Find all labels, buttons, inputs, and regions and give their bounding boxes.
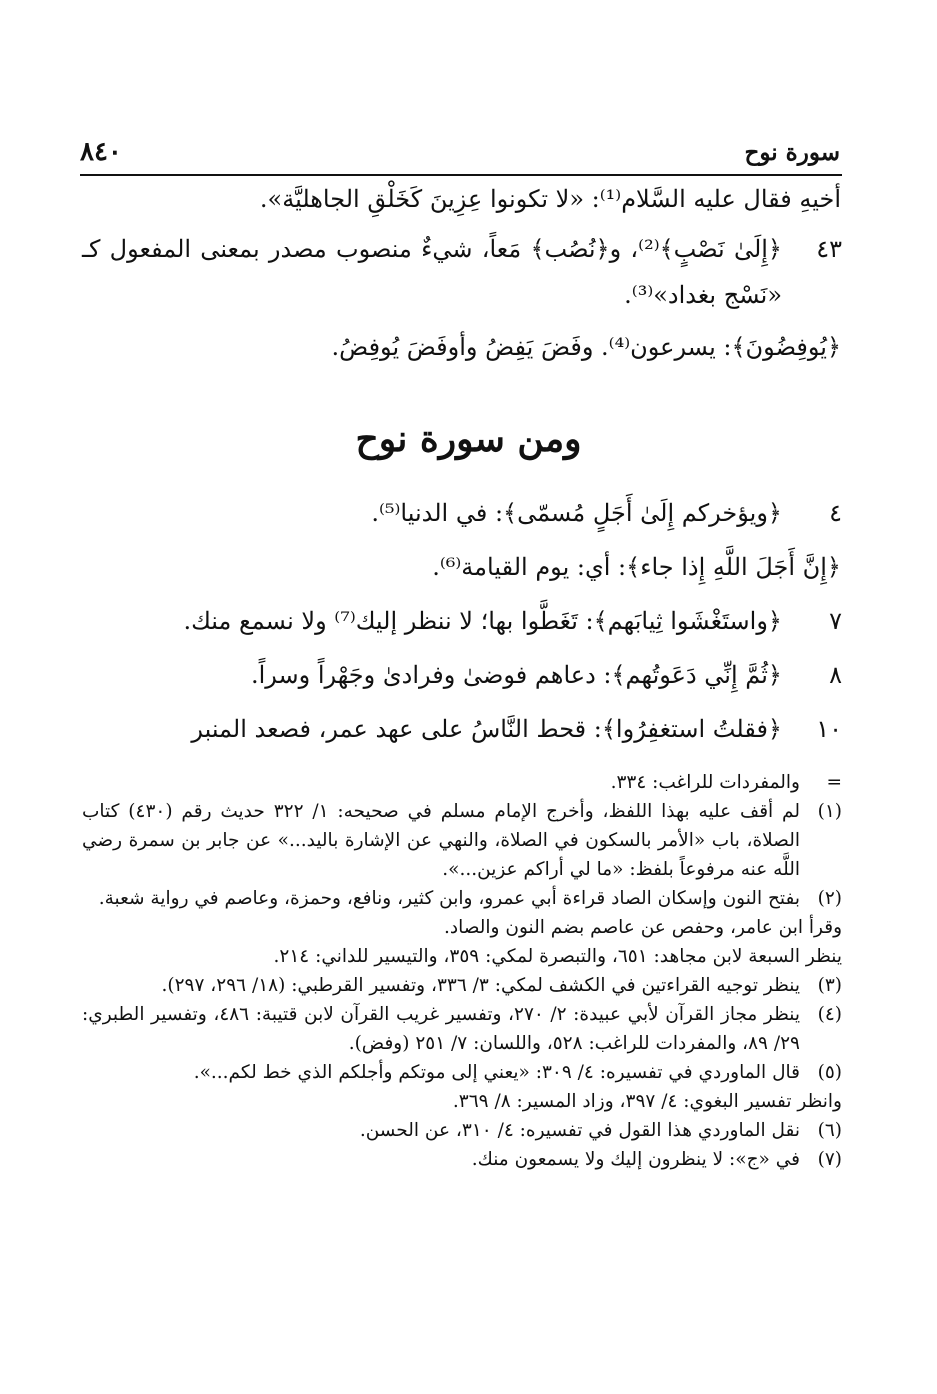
verse-text: ﴿ويؤخركم إِلَىٰ أَجَلٍ مُسمّى﴾: في الدنيا⁽⁵⁾. xyxy=(371,499,782,527)
verse-text: ﴿ثُمَّ إِنِّي دَعَوتُهم﴾: دعاهم فوضىٰ وفرادىٰ وجَهْراً وسراً. xyxy=(250,661,782,689)
footnote-1 xyxy=(82,797,842,884)
verse-text: ﴿واستَغْشَوا ثِيابَهم﴾: تَغَطَّوا بها؛ لا ننظر إليك⁽⁷⁾ ولا نسمع منك. xyxy=(183,607,782,635)
ajal-line: ﴿إِنَّ أَجَلَ اللَّهِ إِذا جاء﴾: أي: يوم القيامة⁽⁶⁾. xyxy=(432,553,841,581)
yufidun-line: ﴿يُوفِضُونَ﴾: يسرعون⁽⁴⁾. وفَضَ يَفِضُ وأوفَضَ يُوفِضُ. xyxy=(331,333,841,361)
footnote-3 xyxy=(82,971,842,1000)
footnotes xyxy=(82,768,842,1174)
footnote-text: والمفردات للراغب: ٣٣٤. xyxy=(610,772,800,793)
footnote-2-line-2: وقرأ ابن عامر، وحفص عن عاصم بضم النون والصاد. xyxy=(443,917,842,938)
footnote-mark: (٣) xyxy=(817,975,842,996)
verse-8 xyxy=(82,652,842,698)
footnote-7 xyxy=(82,1145,842,1174)
verse-number: ١٠ xyxy=(816,715,842,743)
footnote-mark: (٧) xyxy=(817,1149,842,1170)
verse-text: ﴿فقلتُ استغفِرُوا﴾: قحط النَّاسُ على عهد عمر، فصعد المنبر xyxy=(191,715,782,743)
verse-number: ٧ xyxy=(829,607,842,635)
footnote-mark: = xyxy=(826,772,842,793)
verse-number: ٤٣ xyxy=(816,235,842,263)
footnote-text: نقل الماوردي هذا القول في تفسيره: ٤/ ٣١٠، عن الحسن. xyxy=(359,1120,800,1141)
footnote-4 xyxy=(82,1000,842,1058)
footnote-text: في «ج»: لا ينظرون إليك ولا يسمعون منك. xyxy=(471,1149,800,1170)
footnote-continuation xyxy=(82,768,842,797)
verse-number: ٨ xyxy=(829,661,842,689)
footnote-mark: (٦) xyxy=(817,1120,842,1141)
footnote-text: ينظر توجيه القراءتين في الكشف لمكي: ٣/ ٣٣٦، وتفسير القرطبي: (١٨/ ٢٩٦، ٢٩٧). xyxy=(161,975,800,996)
footnote-5-line-2: وانظر تفسير البغوي: ٤/ ٣٩٧، وزاد المسير: ٨/ ٣٦٩. xyxy=(452,1091,842,1112)
footnote-2-line-3: ينظر السبعة لابن مجاهد: ٦٥١، والتبصرة لمكي: ٣٥٩، والتيسير للداني: ٢١٤. xyxy=(273,946,842,967)
running-header xyxy=(80,132,840,172)
page-number: ٨٤٠ xyxy=(80,137,122,167)
verse-43 xyxy=(82,226,842,318)
footnote-text: بفتح النون وإسكان الصاد قراءة أبي عمرو، وابن كثير، ونافع، وحمزة، وعاصم في رواية شعبة. xyxy=(98,888,800,909)
verse-text: ﴿إِلَىٰ نَصْبٍ﴾⁽²⁾، و﴿نُصُب﴾ مَعاً، شيءٌ منصوب مصدر بمعنى المفعول كـ «نَسْج بغداد»⁽³⁾. xyxy=(82,235,782,309)
verse-10 xyxy=(82,706,842,752)
footnote-text: ينظر مجاز القرآن لأبي عبيدة: ٢/ ٢٧٠، وتفسير غريب القرآن لابن قتيبة: ٤٨٦، وتفسير الطبري: ٢٩/ ٨٩، والمفردات للراغب: ٥٢٨، واللسان: ٧/ ٢٥١ (وفض). xyxy=(82,1004,800,1054)
footnote-6 xyxy=(82,1116,842,1145)
footnote-text: قال الماوردي في تفسيره: ٤/ ٣٠٩: «يعني إلى موتكم وأجلكم الذي خط لكم...». xyxy=(193,1062,800,1083)
footnote-mark: (٥) xyxy=(817,1062,842,1083)
header-surah-name: سورة نوح xyxy=(744,138,840,166)
verse-7 xyxy=(82,598,842,644)
footnote-text: لم أقف عليه بهذا اللفظ، وأخرج الإمام مسلم في صحيحه: ١/ ٣٢٢ حديث رقم (٤٣٠) كتاب الصلاة، باب «الأمر بالسكون في الصلاة، والنهي عن الإشارة باليد...» عن جابر بن سمرة رضي اللَّه عنه مرفوعاً بلفظ: «ما لي أراكم عزين...». xyxy=(82,801,800,880)
footnote-2 xyxy=(82,884,842,913)
footnote-5 xyxy=(82,1058,842,1087)
verse-4 xyxy=(82,490,842,536)
continuation-line: أخيهِ فقال عليه السَّلام⁽¹⁾: «لا تكونوا عِزِينَ كَخَلْقِ الجاهليَّة». xyxy=(259,185,841,213)
footnote-mark: (١) xyxy=(817,801,842,822)
verse-number: ٤ xyxy=(829,499,842,527)
section-title: ومن سورة نوح xyxy=(355,418,582,460)
footnote-mark: (٢) xyxy=(817,888,842,909)
footnote-mark: (٤) xyxy=(817,1004,842,1025)
